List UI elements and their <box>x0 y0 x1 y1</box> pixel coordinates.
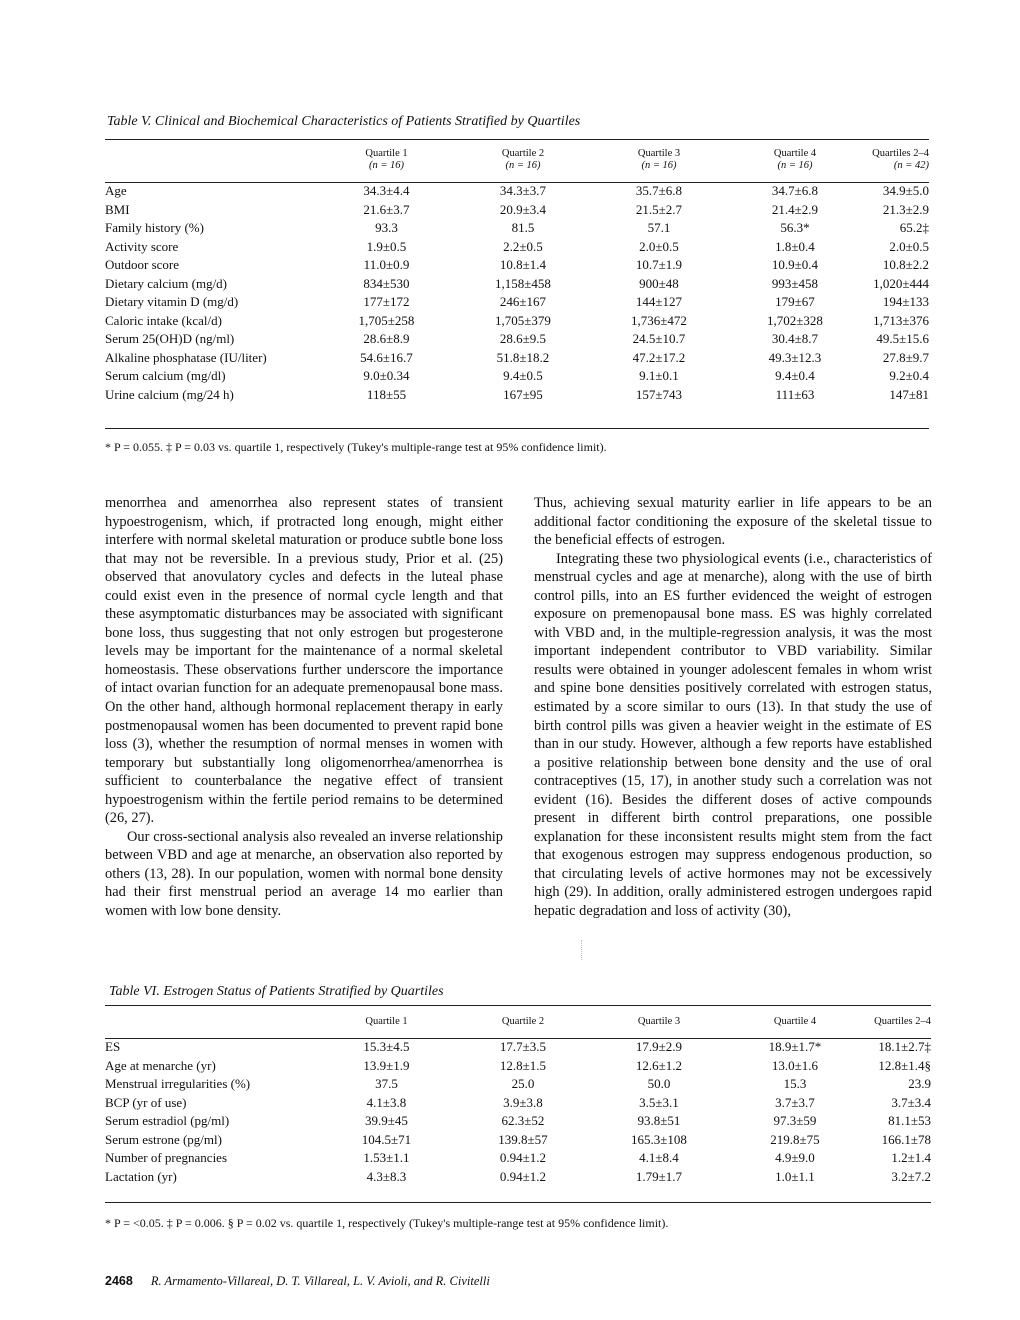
table-cell: 0.94±1.2 <box>499 1168 547 1184</box>
table-cell: 2.2±0.5 <box>503 238 543 254</box>
table-cell: 17.7±3.5 <box>499 1039 547 1054</box>
table-cell: 12.8±1.5 <box>499 1057 547 1073</box>
table6-header-q3: Quartile 3 <box>637 1016 681 1027</box>
table5-top-rule <box>105 139 929 140</box>
table-cell: 900±48 <box>639 275 679 291</box>
table-cell: 35.7±6.8 <box>635 183 683 198</box>
row-label: Number of pregnancies <box>105 1150 228 1165</box>
row-label: Outdoor score <box>105 257 180 272</box>
row-label: Age at menarche (yr) <box>105 1057 216 1073</box>
table-cell: 51.8±18.2 <box>496 349 550 365</box>
table-cell: 50.0 <box>647 1076 671 1091</box>
table-row <box>105 238 929 257</box>
table6 <box>105 1016 931 1186</box>
table-row <box>105 312 929 331</box>
table-cell: 37.5 <box>375 1076 398 1091</box>
table-cell: 81.1±53 <box>888 1113 931 1128</box>
table-cell: 18.1±2.7‡ <box>878 1039 931 1054</box>
table-cell: 11.0±0.9 <box>363 257 410 272</box>
row-label: BMI <box>105 201 130 217</box>
body-right-column <box>534 494 932 921</box>
table-cell: 10.7±1.9 <box>635 257 683 272</box>
table-row <box>105 1057 931 1076</box>
table-cell: 4.3±8.3 <box>366 1168 407 1184</box>
table-cell: 246±167 <box>499 294 547 309</box>
row-label: Urine calcium (mg/24 h) <box>105 386 234 402</box>
table-cell: 20.9±3.4 <box>499 201 547 217</box>
table-cell: 219.8±75 <box>770 1131 820 1147</box>
table-cell: 25.0 <box>511 1076 535 1091</box>
table-cell: 15.3 <box>783 1076 807 1091</box>
body-left-paragraph: Our cross-sectional analysis also revealed an inverse relationship between VBD and age at menarche, an observation also reported by others (13, 28). In our population, women with normal bone density had their first menstrual period an average 14 mo earlier than women with low bone density. <box>105 828 503 920</box>
table-cell: 104.5±71 <box>361 1131 412 1147</box>
table-cell: 3.9±3.8 <box>503 1094 543 1110</box>
table-cell: 3.7±3.4 <box>891 1094 931 1110</box>
table-cell: 9.0±0.34 <box>363 368 410 383</box>
table-cell: 3.2±7.2 <box>891 1168 931 1184</box>
table-row <box>105 1075 931 1094</box>
table5 <box>105 148 929 404</box>
table-cell: 4.1±8.4 <box>639 1150 679 1165</box>
running-authors: R. Armamento-Villareal, D. T. Villareal, L. V. Avioli, and R. Civitelli <box>150 1274 490 1288</box>
table6-body <box>105 1038 931 1186</box>
row-label: Lactation (yr) <box>105 1168 177 1184</box>
table-row <box>105 367 929 386</box>
table-cell: 9.2±0.4 <box>889 368 929 383</box>
table-row <box>105 293 929 312</box>
table-cell: 97.3±59 <box>773 1113 817 1128</box>
table-cell: 2.0±0.5 <box>639 238 679 254</box>
row-label: Serum calcium (mg/dl) <box>105 368 226 383</box>
table-cell: 21.5±2.7 <box>635 201 683 217</box>
table-cell: 1.8±0.4 <box>775 238 815 254</box>
table-row <box>105 1149 931 1168</box>
table5-header-q2-4: Quartiles 2–4 (n = 42) <box>872 148 929 171</box>
table-cell: 12.8±1.4§ <box>878 1057 931 1073</box>
page-number: 2468 <box>105 1274 133 1288</box>
table6-header-q1: Quartile 1 <box>365 1016 408 1027</box>
table-cell: 1,705±258 <box>358 312 415 328</box>
body-right-paragraph: Thus, achieving sexual maturity earlier in life appears to be an additional factor conditioning the exposure of the skeletal tissue to the beneficial effects of estrogen. <box>534 495 932 549</box>
table-cell: 81.5 <box>511 220 535 235</box>
table-cell: 54.6±16.7 <box>360 349 413 365</box>
row-label: Family history (%) <box>105 220 204 235</box>
table-cell: 28.6±8.9 <box>363 331 410 346</box>
table-cell: 47.2±17.2 <box>632 349 686 365</box>
table-cell: 21.4±2.9 <box>771 201 819 217</box>
row-label: Serum estrone (pg/ml) <box>105 1131 222 1147</box>
table-cell: 18.9±1.7* <box>768 1039 822 1054</box>
table-cell: 194±133 <box>882 294 929 309</box>
table-cell: 17.9±2.9 <box>635 1039 683 1054</box>
row-label: Alkaline phosphatase (IU/liter) <box>105 349 267 365</box>
table5-header-q3: Quartile 3 (n = 16) <box>637 148 681 171</box>
row-label: Caloric intake (kcal/d) <box>105 312 222 328</box>
table-cell: 2.0±0.5 <box>889 238 929 254</box>
table-cell: 177±172 <box>363 294 410 309</box>
table-cell: 1,705±379 <box>495 312 551 328</box>
table6-header-rule <box>105 1038 931 1039</box>
table-cell: 13.0±1.6 <box>771 1057 819 1073</box>
table-cell: 12.6±1.2 <box>635 1057 683 1073</box>
table-cell: 93.3 <box>375 220 398 235</box>
row-label: BCP (yr of use) <box>105 1094 187 1110</box>
row-label: Serum estradiol (pg/ml) <box>105 1113 230 1128</box>
table-row <box>105 330 929 349</box>
table-cell: 1,702±328 <box>767 312 823 328</box>
table-cell: 1.2±1.4 <box>891 1150 931 1165</box>
table-row <box>105 219 929 238</box>
table-cell: 9.1±0.1 <box>639 368 679 383</box>
table-row <box>105 182 929 201</box>
row-label: Menstrual irregularities (%) <box>105 1076 251 1091</box>
row-label: Serum 25(OH)D (ng/ml) <box>105 331 235 346</box>
table-cell: 3.7±3.7 <box>775 1094 815 1110</box>
table-cell: 167±95 <box>503 386 543 402</box>
table6-caption: Table VI. Estrogen Status of Patients Stratified by Quartiles <box>109 984 444 999</box>
table-cell: 144±127 <box>635 294 683 309</box>
table-cell: 157±743 <box>635 386 683 402</box>
table-cell: 56.3* <box>780 220 810 235</box>
table-cell: 1,736±472 <box>631 312 687 328</box>
row-label: ES <box>105 1039 121 1054</box>
table-row <box>105 1112 931 1131</box>
table-cell: 4.9±9.0 <box>775 1150 815 1165</box>
table6-bottom-rule <box>105 1202 931 1203</box>
table-cell: 1,713±376 <box>873 312 929 328</box>
table-row <box>105 275 929 294</box>
table-cell: 13.9±1.9 <box>363 1057 410 1073</box>
table-row <box>105 1038 931 1057</box>
table-cell: 34.3±3.7 <box>499 183 547 198</box>
table-cell: 34.3±4.4 <box>363 183 410 198</box>
table-cell: 179±67 <box>775 294 815 309</box>
table6-footnote: * P = <0.05. ‡ P = 0.006. § P = 0.02 vs. quartile 1, respectively (Tukey's multiple-range test at 95% confidence limit). <box>105 1216 669 1230</box>
row-label: Age <box>105 183 127 198</box>
table-cell: 21.3±2.9 <box>882 201 929 217</box>
table5-body <box>105 182 929 404</box>
table-cell: 27.8±9.7 <box>882 349 929 365</box>
table-cell: 23.9 <box>908 1076 931 1091</box>
table-cell: 24.5±10.7 <box>632 331 686 346</box>
table-cell: 9.4±0.4 <box>775 368 815 383</box>
table-cell: 62.3±52 <box>501 1113 545 1128</box>
table-cell: 49.3±12.3 <box>768 349 822 365</box>
table-cell: 147±81 <box>889 386 929 402</box>
table-cell: 993±458 <box>771 275 819 291</box>
body-right-paragraph: Integrating these two physiological events (i.e., characteristics of menstrual cycles and age at menarche), along with the use of birth control pills, into an ES further evidenced the weight of estrogen exposure on premenopausal bone mass. ES was highly correlated with VBD and, in the multiple-regression analysis, it was the most important independent contributor to VBD variability. Similar results were obtained in younger adolescent females in whom wrist and spine bone densities positively correlated with estrogen status, estimated by a score similar to ours (13). In that study the use of birth control pills was given a heavier weight in the estimate of ES than in our study. However, although a few reports have established a positive relationship between bone density and the use of oral contraceptives (15, 17), in another study such a correlation was not evident (16). Besides the different doses of active compounds present in different birth control preparations, one possible explanation for these inconsistent results might stem from the fact that exogenous estrogen may suppress endogenous production, so that circulating levels of active hormones may not be excessively high (29). In addition, orally administered estrogen undergoes rapid hepatic degradation and loss of activity (30), <box>534 550 932 920</box>
table-cell: 0.94±1.2 <box>499 1150 547 1165</box>
table6-header-q4: Quartile 4 <box>773 1016 817 1027</box>
page-footer <box>105 1274 490 1289</box>
table5-header-q4: Quartile 4 (n = 16) <box>773 148 817 171</box>
table-cell: 1.9±0.5 <box>366 238 407 254</box>
body-left-paragraph: menorrhea and amenorrhea also represent states of transient hypoestrogenism, which, if protracted long enough, might either interfere with normal skeletal maturation or produce subtle bone loss that may not be reversible. In a previous study, Prior et al. (25) observed that anovulatory cycles and defects in the luteal phase could exist even in the presence of normal cycle length and that these asymptomatic disturbances may be associated with significant bone loss, thus suggesting that not only estrogen but progesterone levels may be important for the maintenance of a normal skeletal homeostasis. These observations further underscore the importance of intact ovarian function for an adequate premenopausal bone mass. On the other hand, although hormonal replacement therapy in early postmenopausal women has been documented to prevent rapid bone loss (3), whether the resumption of normal menses in women with temporary but substantially long oligomenorrhea/amenorrhea is sufficient to counterbalance the negative effect of transient hypoestrogenism within the fertile period remains to be determined (26, 27). <box>105 495 503 827</box>
row-label: Activity score <box>105 238 179 254</box>
table-cell: 118±55 <box>366 386 407 402</box>
table-cell: 1.0±1.1 <box>775 1168 815 1184</box>
table5-caption: Table V. Clinical and Biochemical Characteristics of Patients Stratified by Quartiles <box>107 114 581 129</box>
body-left-column <box>105 494 503 921</box>
table-cell: 15.3±4.5 <box>363 1039 410 1054</box>
table-cell: 10.9±0.4 <box>771 257 819 272</box>
row-label: Dietary vitamin D (mg/d) <box>105 294 239 309</box>
row-label: Dietary calcium (mg/d) <box>105 275 228 291</box>
table6-top-rule <box>105 1005 931 1006</box>
table5-bottom-rule <box>105 428 929 429</box>
table-cell: 34.9±5.0 <box>882 183 929 198</box>
table-cell: 139.8±57 <box>498 1131 548 1147</box>
table-cell: 28.6±9.5 <box>499 331 547 346</box>
table-row <box>105 1168 931 1187</box>
table-row <box>105 386 929 405</box>
table-cell: 10.8±1.4 <box>499 257 547 272</box>
table-row <box>105 1131 931 1150</box>
table-row <box>105 1094 931 1113</box>
column-divider <box>581 940 582 960</box>
table-cell: 65.2‡ <box>899 220 929 235</box>
table-cell: 111±63 <box>775 386 815 402</box>
table-cell: 9.4±0.5 <box>503 368 543 383</box>
table-row <box>105 349 929 368</box>
table-cell: 3.5±3.1 <box>639 1094 679 1110</box>
table-cell: 166.1±78 <box>881 1131 931 1147</box>
table-cell: 4.1±3.8 <box>366 1094 407 1110</box>
table6-header-q2-4: Quartiles 2–4 <box>874 1016 931 1027</box>
table-row <box>105 256 929 275</box>
table-cell: 1,020±444 <box>873 275 929 291</box>
table-cell: 834±530 <box>363 275 410 291</box>
table5-header-rule <box>105 182 929 183</box>
table-cell: 165.3±108 <box>631 1131 687 1147</box>
table-cell: 30.4±8.7 <box>771 331 819 346</box>
table-cell: 93.8±51 <box>637 1113 681 1128</box>
table-cell: 21.6±3.7 <box>363 201 410 217</box>
table-cell: 1,158±458 <box>495 275 551 291</box>
table-cell: 39.9±45 <box>365 1113 408 1128</box>
table-cell: 34.7±6.8 <box>771 183 819 198</box>
table-cell: 1.53±1.1 <box>363 1150 410 1165</box>
table6-header-q2: Quartile 2 <box>501 1016 545 1027</box>
table-cell: 10.8±2.2 <box>882 257 929 272</box>
table5-header-q2: Quartile 2 (n = 16) <box>501 148 545 171</box>
table5-header-blank <box>105 148 318 182</box>
table-cell: 57.1 <box>647 220 671 235</box>
table-cell: 1.79±1.7 <box>635 1168 683 1184</box>
table5-header-q1: Quartile 1 (n = 16) <box>365 148 408 171</box>
table-row <box>105 201 929 220</box>
table6-header-blank <box>105 1016 318 1038</box>
table5-footnote: * P = 0.055. ‡ P = 0.03 vs. quartile 1, respectively (Tukey's multiple-range test at 95% confidence limit). <box>105 440 607 454</box>
table-cell: 49.5±15.6 <box>876 331 929 346</box>
